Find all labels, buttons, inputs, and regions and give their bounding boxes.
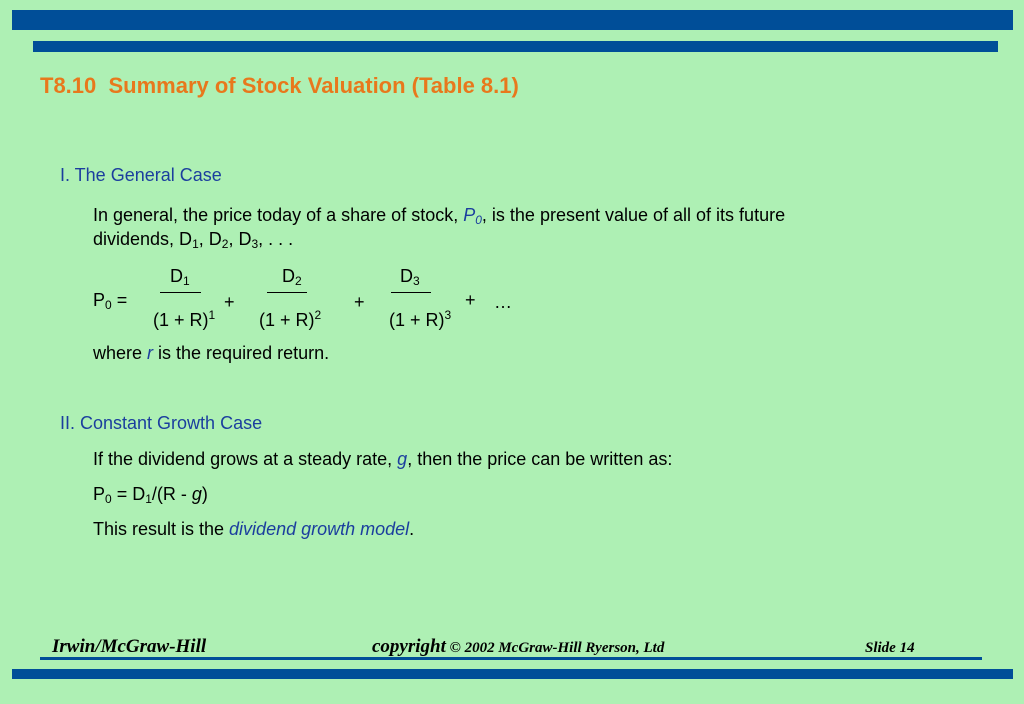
where-line: where r is the required return. bbox=[93, 343, 330, 363]
ellipsis: … bbox=[494, 292, 512, 312]
section-2-heading: II. Constant Growth Case bbox=[60, 413, 263, 433]
denominator-1: $(1 + R)^1$ bbox=[153, 308, 216, 330]
formula-p0: $P_0$ = bbox=[93, 290, 128, 312]
growth-g: g bbox=[397, 449, 408, 469]
result-line: This result is the dividend growth model. bbox=[93, 519, 415, 539]
footer-copyright: copyright © 2002 McGraw-Hill Ryerson, Ltd bbox=[372, 636, 665, 657]
plus-3: + bbox=[465, 290, 476, 310]
section-1-heading: I. The General Case bbox=[60, 165, 222, 185]
footer-publisher: Irwin/McGraw-Hill bbox=[52, 636, 207, 657]
slide-title: T8.10 Summary of Stock Valuation (Table 8.1) bbox=[40, 73, 519, 98]
intro-p0: $P_0$ bbox=[463, 205, 482, 227]
numerator-d2: $D_2$ bbox=[282, 266, 302, 288]
plus-2: + bbox=[354, 292, 365, 312]
top-banner-bar bbox=[12, 10, 1013, 30]
intro-line-2: dividends, $D_1$, $D_2$, $D_3$, . . . bbox=[93, 229, 294, 251]
fraction-bar-3 bbox=[391, 292, 431, 293]
dividend-growth-model-term: dividend growth model bbox=[229, 519, 410, 539]
top-accent-bar bbox=[33, 41, 998, 52]
footer-rule bbox=[40, 657, 982, 660]
denominator-2: $(1 + R)^2$ bbox=[259, 308, 322, 330]
growth-formula: $P_0 = D_1/(R - g)$ bbox=[93, 484, 208, 506]
plus-1: + bbox=[224, 292, 235, 312]
fraction-bar-2 bbox=[267, 292, 307, 293]
growth-line: If the dividend grows at a steady rate, g, then the price can be written as: bbox=[93, 449, 673, 469]
denominator-3: $(1 + R)^3$ bbox=[389, 308, 452, 330]
footer-slide-number: Slide 14 bbox=[865, 640, 915, 656]
fraction-bar-1 bbox=[160, 292, 201, 293]
bottom-banner-bar bbox=[12, 669, 1013, 679]
where-r: r bbox=[147, 343, 154, 363]
numerator-d1: $D_1$ bbox=[170, 266, 190, 288]
intro-text-b: , is the present value of all of its future bbox=[481, 205, 786, 225]
intro-text-a: In general, the price today of a share of stock, bbox=[93, 205, 464, 225]
intro-line-1 bbox=[93, 205, 785, 227]
numerator-d3: $D_3$ bbox=[400, 266, 420, 288]
